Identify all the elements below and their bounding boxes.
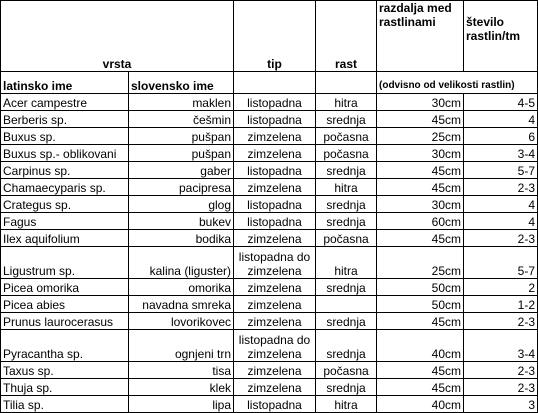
cell-slovene-name: klek [129, 379, 234, 396]
cell-latin-name: Fagus [1, 213, 129, 230]
table-row [1, 145, 538, 162]
cell-type: listopadna [234, 396, 316, 413]
table-row [1, 279, 538, 296]
cell-type: zimzelena [234, 296, 316, 313]
cell-spacing: 40cm [377, 396, 464, 413]
cell-latin-name: Picea abies [1, 296, 129, 313]
cell-count: 4 [464, 111, 538, 128]
cell-spacing: 30cm [377, 94, 464, 111]
cell-latin-name: Ligustrum sp. [1, 247, 129, 279]
cell-growth: srednja [316, 162, 377, 179]
header-row-2 [1, 72, 538, 94]
cell-latin-name: Ilex aquifolium [1, 230, 129, 247]
header-razdalja: razdalja med rastlinami [377, 1, 464, 72]
cell-type: listopadna [234, 111, 316, 128]
cell-type: zimzelena [234, 279, 316, 296]
table-row [1, 396, 538, 413]
cell-slovene-name: pušpan [129, 128, 234, 145]
cell-count: 5-7 [464, 247, 538, 279]
cell-count: 3 [464, 396, 538, 413]
cell-latin-name: Thuja sp. [1, 379, 129, 396]
cell-latin-name: Berberis sp. [1, 111, 129, 128]
cell-slovene-name: lipa [129, 396, 234, 413]
cell-count: 4 [464, 196, 538, 213]
cell-slovene-name: kalina (liguster) [129, 247, 234, 279]
cell-latin-name: Picea omorika [1, 279, 129, 296]
cell-type: listopadna [234, 213, 316, 230]
cell-growth: srednja [316, 330, 377, 362]
cell-slovene-name: pušpan [129, 145, 234, 162]
table-row [1, 313, 538, 330]
cell-latin-name: Buxus sp. [1, 128, 129, 145]
cell-growth: hitra [316, 247, 377, 279]
cell-growth: hitra [316, 94, 377, 111]
cell-spacing: 45cm [377, 362, 464, 379]
cell-count: 4-5 [464, 94, 538, 111]
cell-growth: počasna [316, 362, 377, 379]
cell-growth: srednja [316, 379, 377, 396]
cell-count: 6 [464, 128, 538, 145]
cell-growth [316, 296, 377, 313]
cell-type: zimzelena [234, 313, 316, 330]
table-row [1, 111, 538, 128]
cell-count: 3-4 [464, 145, 538, 162]
cell-growth: hitra [316, 179, 377, 196]
cell-count: 1-2 [464, 296, 538, 313]
cell-count: 3-4 [464, 330, 538, 362]
table-row [1, 362, 538, 379]
cell-type: listopadna [234, 162, 316, 179]
cell-latin-name: Chamaecyparis sp. [1, 179, 129, 196]
table-row [1, 213, 538, 230]
cell-type: listopadna do zimzelena [234, 247, 316, 279]
cell-growth: hitra [316, 396, 377, 413]
table-row [1, 379, 538, 396]
cell-type: listopadna [234, 94, 316, 111]
table-row [1, 128, 538, 145]
cell-spacing: 45cm [377, 179, 464, 196]
cell-type: zimzelena [234, 230, 316, 247]
cell-count: 2-3 [464, 313, 538, 330]
cell-type: listopadna [234, 196, 316, 213]
cell-spacing: 50cm [377, 296, 464, 313]
header-note: (odvisno od velikosti rastlin) [377, 72, 538, 94]
cell-slovene-name: bodika [129, 230, 234, 247]
table-row [1, 330, 538, 362]
header-vrsta: vrsta [1, 1, 234, 72]
cell-spacing: 50cm [377, 279, 464, 296]
cell-latin-name: Buxus sp.- oblikovani [1, 145, 129, 162]
cell-type: zimzelena [234, 379, 316, 396]
cell-type: zimzelena [234, 179, 316, 196]
cell-latin-name: Carpinus sp. [1, 162, 129, 179]
cell-growth: počasna [316, 128, 377, 145]
cell-growth: srednja [316, 313, 377, 330]
header-latinsko: latinsko ime [1, 72, 129, 94]
cell-slovene-name: bukev [129, 213, 234, 230]
cell-slovene-name: češmin [129, 111, 234, 128]
cell-spacing: 45cm [377, 230, 464, 247]
header-slovensko: slovensko ime [129, 72, 234, 94]
cell-growth: srednja [316, 279, 377, 296]
cell-count: 4 [464, 213, 538, 230]
cell-type: zimzelena [234, 362, 316, 379]
header-tip-blank [234, 72, 316, 94]
cell-spacing: 30cm [377, 145, 464, 162]
cell-growth: srednja [316, 196, 377, 213]
cell-count: 2-3 [464, 230, 538, 247]
cell-growth: srednja [316, 111, 377, 128]
cell-slovene-name: lovorikovec [129, 313, 234, 330]
cell-count: 2-3 [464, 362, 538, 379]
cell-latin-name: Acer campestre [1, 94, 129, 111]
table-row [1, 296, 538, 313]
cell-spacing: 30cm [377, 196, 464, 213]
table-row [1, 179, 538, 196]
table-row [1, 94, 538, 111]
cell-count: 5-7 [464, 162, 538, 179]
cell-spacing: 60cm [377, 213, 464, 230]
table-row [1, 247, 538, 279]
cell-type: zimzelena [234, 128, 316, 145]
table-row [1, 230, 538, 247]
cell-slovene-name: maklen [129, 94, 234, 111]
cell-slovene-name: ognjeni trn [129, 330, 234, 362]
cell-type: listopadna do zimzelena [234, 330, 316, 362]
cell-slovene-name: gaber [129, 162, 234, 179]
cell-spacing: 45cm [377, 313, 464, 330]
cell-latin-name: Pyracantha sp. [1, 330, 129, 362]
header-stevilo: število rastlin/tm [464, 1, 538, 72]
cell-type: zimzelena [234, 145, 316, 162]
cell-growth: počasna [316, 145, 377, 162]
cell-slovene-name: tisa [129, 362, 234, 379]
table-row [1, 162, 538, 179]
cell-count: 2-3 [464, 379, 538, 396]
header-rast-blank [316, 72, 377, 94]
cell-spacing: 45cm [377, 379, 464, 396]
cell-latin-name: Tilia sp. [1, 396, 129, 413]
header-tip: tip [234, 1, 316, 72]
header-row-1 [1, 1, 538, 72]
cell-latin-name: Crategus sp. [1, 196, 129, 213]
cell-slovene-name: omorika [129, 279, 234, 296]
cell-slovene-name: glog [129, 196, 234, 213]
table-row [1, 196, 538, 213]
cell-count: 2 [464, 279, 538, 296]
cell-spacing: 40cm [377, 330, 464, 362]
cell-growth: srednja [316, 213, 377, 230]
cell-spacing: 25cm [377, 247, 464, 279]
cell-spacing: 45cm [377, 162, 464, 179]
cell-latin-name: Taxus sp. [1, 362, 129, 379]
cell-slovene-name: navadna smreka [129, 296, 234, 313]
cell-count: 2-3 [464, 179, 538, 196]
cell-growth: počasna [316, 230, 377, 247]
cell-latin-name: Prunus laurocerasus [1, 313, 129, 330]
header-rast: rast [316, 1, 377, 72]
cell-spacing: 25cm [377, 128, 464, 145]
cell-spacing: 45cm [377, 111, 464, 128]
cell-slovene-name: pacipresa [129, 179, 234, 196]
